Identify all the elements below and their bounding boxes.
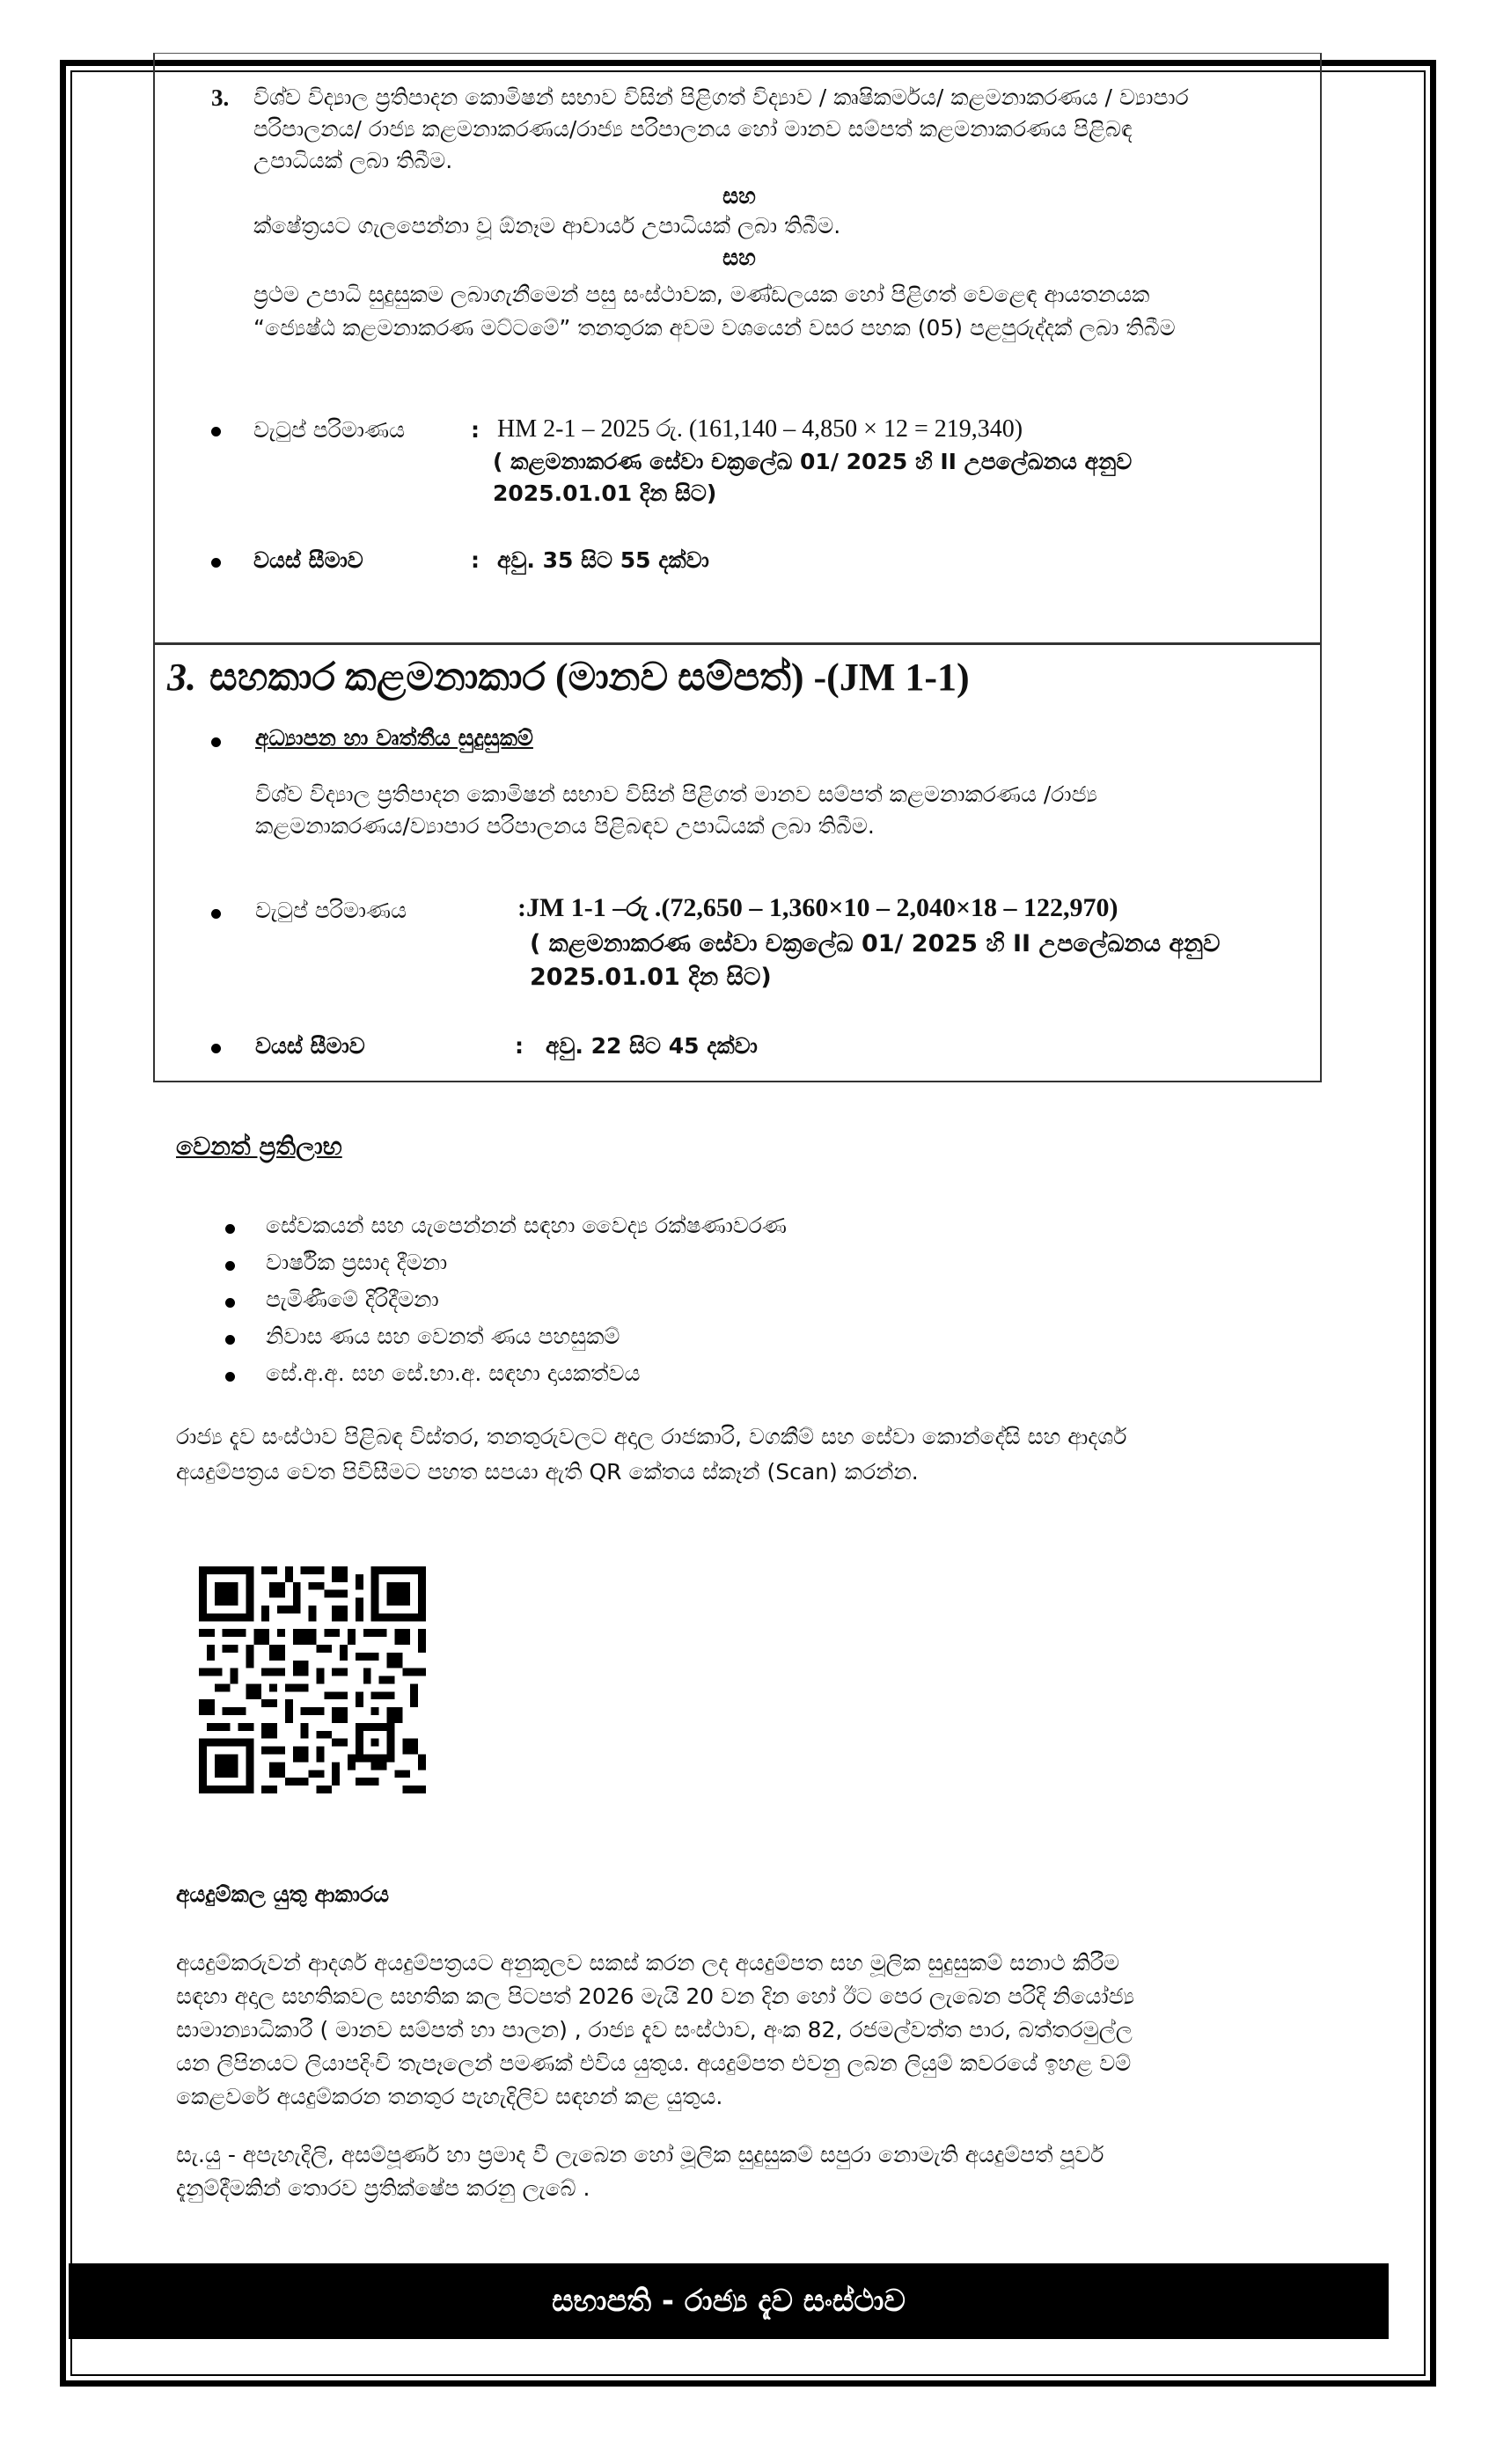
apply-line-1: අයදුම්කරුවන් ආදර්ශ අයදුම්පත්‍රයට අනුකූලව සකස් කරන ලද අයදුම්පත සහ මූලික සුදුසුකම් සනාථ කිරීම xyxy=(176,1950,1120,1976)
benefits-heading: වෙනත් ප්‍රතිලාභ xyxy=(176,1132,342,1161)
hm-qualification-line-1: විශ්ව විද්‍යාල ප්‍රතිපාදන කොමිෂන් සභාව විසින් පිළිගත් විද්‍යාව / කෘෂිකර්මය/ කළමනාකරණය / ව්‍යාපාර xyxy=(253,84,1189,110)
jm-salary-label: වැටුප් පරිමාණය xyxy=(255,898,407,923)
and-connector-2: සහ xyxy=(722,245,756,270)
hm-salary-colon: : xyxy=(471,417,480,443)
apply-heading: අයදුම්කල යුතු ආකාරය xyxy=(176,1881,390,1907)
bullet-icon xyxy=(211,558,221,568)
hm-salary-circular: ( කළමනාකරණ සේවා චක්‍රලේඛ 01/ 2025 හි II උපලේඛනය අනුව xyxy=(493,449,1133,474)
benefit-item: සේවකයන් සහ යැපෙන්නන් සඳහා වෛද්‍ය රක්ෂණාවරණ xyxy=(266,1213,787,1238)
jm-salary-circular: ( කළමනාකරණ සේවා චක්‍රලේඛ 01/ 2025 හි II උපලේඛනය අනුව xyxy=(530,930,1221,957)
jm-education-line-2: කළමනාකරණය/ව්‍යාපාර පරිපාලනය පිළිබඳව උපාධියක් ලබා තිබීම. xyxy=(255,813,875,839)
benefit-item: පැමිණීමේ දිරිදීමනා xyxy=(266,1287,439,1312)
bullet-icon xyxy=(225,1298,235,1308)
item-number: 3. xyxy=(211,84,230,111)
footer-signature-bar xyxy=(69,2263,1389,2339)
jm-age-colon: : xyxy=(515,1033,524,1059)
jm-age-label: වයස් සීමාව xyxy=(255,1033,365,1059)
jm-education-heading: අධ්‍යාපන හා වෘත්තීය සුදුසුකම් xyxy=(255,725,533,751)
bullet-icon xyxy=(211,427,221,436)
hm-doctorate-requirement: ක්ෂේත්‍රයට ගැලපෙන්නා වූ ඕනෑම ආචාර්ය උපාධියක් ලබා තිබීම. xyxy=(253,213,841,238)
qr-info-line-2: අයදුම්පත්‍රය වෙත පිවිසීමට පහත සපයා ඇති QR කේතය ස්කෑන් (Scan) කරන්න. xyxy=(176,1459,919,1485)
hm-salary-label: වැටුප් පරිමාණය xyxy=(253,417,406,443)
bullet-icon xyxy=(225,1261,235,1271)
benefit-item: වාර්ෂික ප්‍රසාද දීමනා xyxy=(266,1250,448,1275)
bullet-icon xyxy=(211,1044,221,1053)
jm-section-title: සහකාර කළමනාකාර (මානව සම්පත්) -(JM 1-1) xyxy=(209,656,970,699)
benefit-item: සේ.අ.අ. සහ සේ.භා.අ. සඳහා දායකත්වය xyxy=(266,1360,641,1386)
apply-line-3: සාමාන්‍යාධිකාරී ( මානව සම්පත් හා පාලන) , රාජ්‍ය දැව සංස්ථාව, අංක 82, රජමල්වත්ත පාර, බත්තරමුල්ල xyxy=(176,2017,1133,2042)
hm-experience-line-1: ප්‍රථම උපාධි සුදුසුකම ලබාගැනීමෙන් පසු සංස්ථාවක, මණ්ඩලයක හෝ පිළිගත් වෙළෙඳ ආයතනයක xyxy=(253,282,1150,307)
jm-education-line-1: විශ්ව විද්‍යාල ප්‍රතිපාදන කොමිෂන් සභාව විසින් පිළිගත් මානව සම්පත් කළමනාකරණය /රාජ්‍ය xyxy=(255,781,1097,807)
note-line-2: දැනුම්දීමකින් තොරව ප්‍රතික්ෂේප කරනු ලැබේ . xyxy=(176,2175,590,2201)
jm-section-number: 3. xyxy=(167,656,196,699)
jm-salary-scale: :JM 1-1 –රු .(72,650 – 1,360×10 – 2,040×18 – 122,970) xyxy=(517,893,1118,922)
hm-age-label: වයස් සීමාව xyxy=(253,547,363,573)
and-connector-1: සහ xyxy=(722,183,756,209)
note-line-1: සැ.යු - අපැහැදිලි, අසම්පූර්ණ හා ප්‍රමාද වී ලැබෙන හෝ මූලික සුදුසුකම් සපුරා නොමැති අයදුම්පත් පූර්ව xyxy=(176,2142,1104,2167)
bullet-icon xyxy=(225,1224,235,1234)
benefit-item: නිවාස ණය සහ වෙනත් ණය පහසුකම් xyxy=(266,1324,620,1349)
qr-info-line-1: රාජ්‍ය දැව සංස්ථාව පිළිබඳ විස්තර, තනතුරුවලට අදාල රාජකාරි, වගකීම් සහ සේවා කොන්දේසි සහ ආදර්ශ xyxy=(176,1424,1127,1449)
bullet-icon xyxy=(225,1372,235,1382)
apply-line-2: සඳහා අදාල සහතිකවල සහතික කල පිටපත් 2026 මැයි 20 වන දින හෝ ඊට පෙර ලැබෙන පරිදි නියෝජ්‍ය xyxy=(176,1984,1135,2009)
bullet-icon xyxy=(211,737,221,747)
footer-signature: සභාපති - රාජ්‍ය දැව සංස්ථාව xyxy=(552,2284,906,2319)
hm-salary-effective-date: 2025.01.01 දින සිට) xyxy=(493,480,717,506)
apply-line-4: යන ලිපිනයට ලියාපදිංචි තැපෑලෙන් පමණක් එවිය යුතුය. අයදුම්පත එවනු ලබන ලියුම් කවරයේ ඉහළ වම් xyxy=(176,2050,1132,2076)
hm-age-colon: : xyxy=(471,547,480,573)
hm-experience-line-2: “ජ්‍යෙෂ්ඨ කළමනාකරණ මට්ටමේ” තනතුරක අවම වශයෙන් වසර පහක (05) පළපුරුද්දක් ලබා තිබීම xyxy=(253,315,1176,341)
hm-qualification-line-2: පරිපාලනය/ රාජ්‍ය කළමනාකරණය/රාජ්‍ය පරිපාලනය හෝ මානව සම්පත් කළමනාකරණය පිළිබඳ xyxy=(253,116,1133,142)
bullet-icon xyxy=(211,909,221,919)
jm-age-limit: අවු. 22 සිට 45 දක්වා xyxy=(546,1033,758,1059)
hm-salary-scale: HM 2-1 – 2025 රු. (161,140 – 4,850 × 12 = 219,340) xyxy=(497,415,1023,443)
jm-position-box xyxy=(153,643,1322,1082)
apply-line-5: කෙළවරේ අයදුම්කරන තනතුර පැහැදිලිව සඳහන් කළ යුතුය. xyxy=(176,2084,723,2109)
jm-salary-effective-date: 2025.01.01 දින සිට) xyxy=(530,964,772,991)
hm-age-limit: අවු. 35 සිට 55 දක්වා xyxy=(497,547,709,573)
bullet-icon xyxy=(225,1335,235,1345)
hm-qualification-line-3: උපාධියක් ලබා තිබීම. xyxy=(253,148,453,173)
qr-code-icon[interactable] xyxy=(199,1566,426,1793)
